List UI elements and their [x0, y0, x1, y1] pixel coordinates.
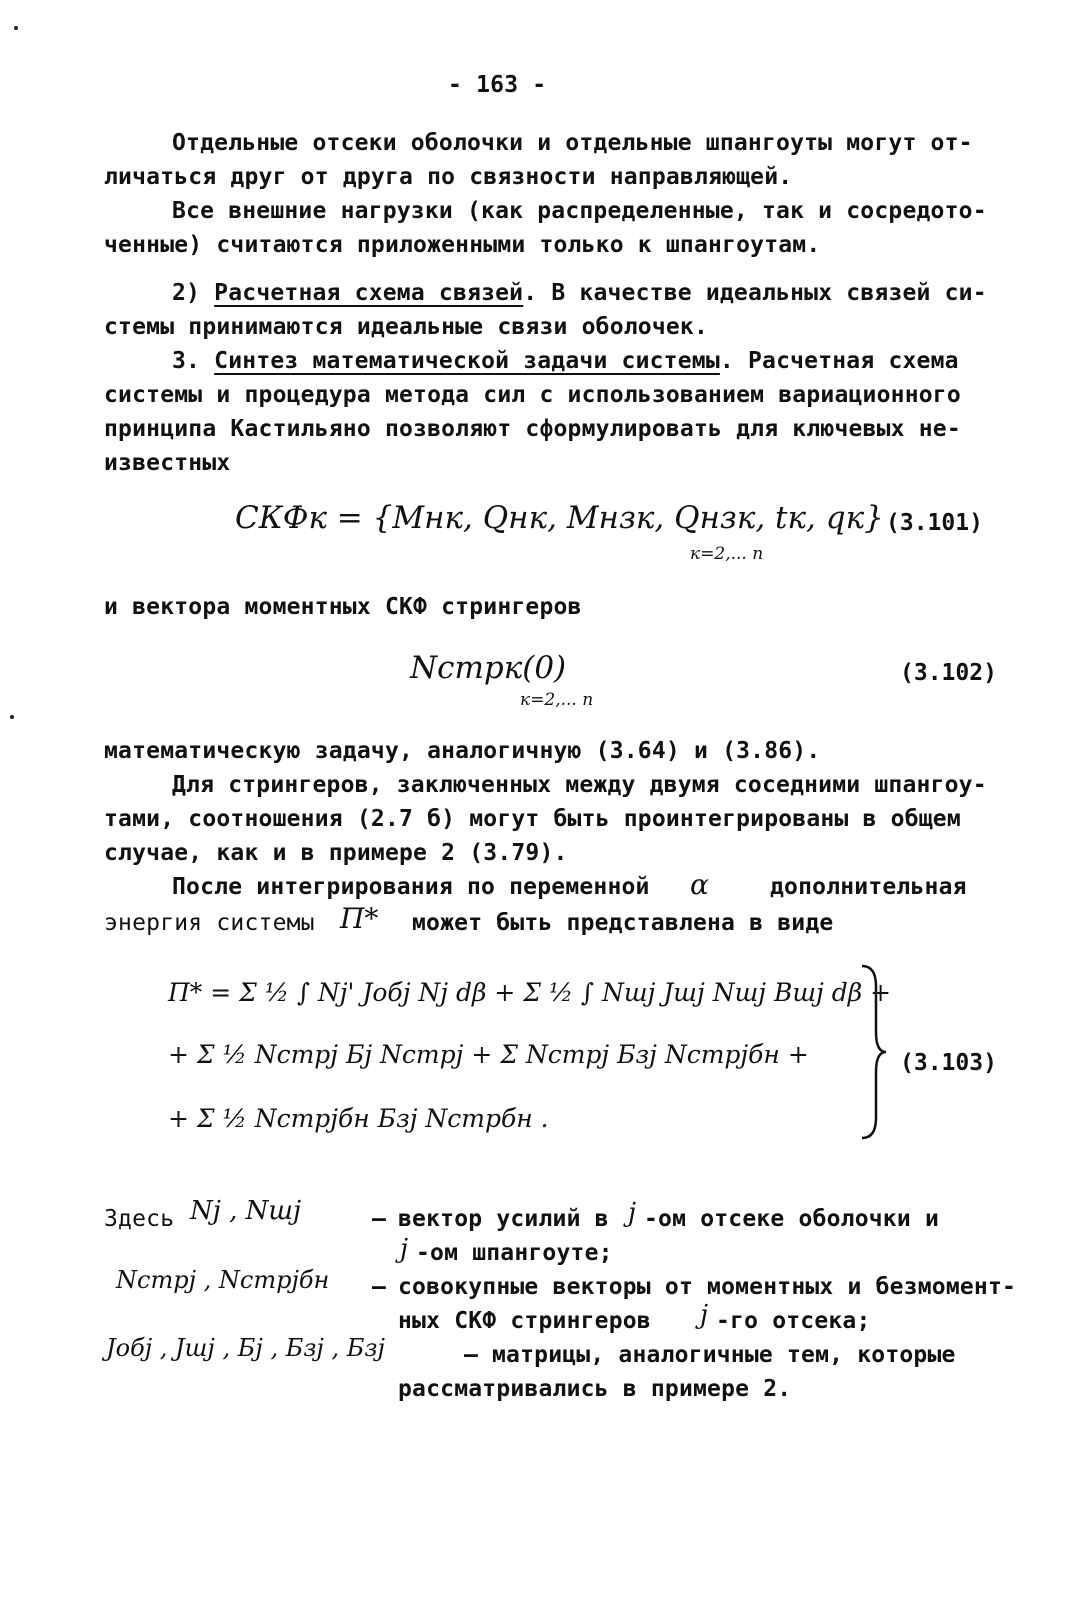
definition-1-symbols: Nj , Nшj	[190, 1196, 302, 1226]
page-number: - 163 -	[448, 72, 547, 98]
equation-3-101-subscript: к=2,... n	[690, 544, 764, 564]
item-number: 2)	[172, 280, 201, 306]
definition-1-text-2: -ом отсеке оболочки и	[644, 1206, 939, 1232]
equation-3-102-subscript: к=2,... n	[520, 690, 594, 710]
equation-3-101: СКФк = {Mнк, Qнк, Mнзк, Qнзк, tк, qк}	[235, 500, 884, 536]
equation-3-102: Nстрк(0)	[410, 650, 567, 686]
definition-3-dash: –	[464, 1342, 479, 1368]
text-line: Все внешние нагрузки (как распределенные, так и сосредото-	[172, 198, 987, 224]
text-line	[172, 280, 987, 306]
section-heading: Синтез математической задачи системы	[214, 348, 720, 374]
text-span: . Расчетная схема	[719, 348, 959, 374]
text-line: Отдельные отсеки оболочки и отдельные шпангоуты могут от-	[172, 130, 973, 156]
definition-1-cont: -ом шпангоуте;	[416, 1240, 613, 1266]
equation-number-3-103: (3.103)	[900, 1050, 997, 1076]
inline-alpha: α	[690, 868, 709, 901]
equation-3-103-line-1: П* = Σ ½ ∫ Nj' Jобj Nj dβ + Σ ½ ∫ Nшj Jшj Nшj Вшj dβ +	[168, 978, 892, 1007]
item-number: 3.	[172, 348, 201, 374]
equation-3-103-line-2: + Σ ½ Nстрj Бj Nстрj + Σ Nстрj Бзj Nстрjбн +	[168, 1040, 809, 1069]
text-span: . В качестве идеальных связей си-	[523, 280, 987, 306]
text-line: личаться друг от друга по связности направляющей.	[104, 164, 793, 190]
text-line: тами, соотношения (2.7 б) могут быть проинтегрированы в общем	[104, 806, 961, 832]
text-line: случае, как и в примере 2 (3.79).	[104, 840, 568, 866]
text-span: дополнительная	[770, 874, 967, 900]
definition-1-cont-j: j	[400, 1234, 409, 1264]
text-line	[172, 348, 959, 374]
definition-1-text: вектор усилий в	[398, 1206, 609, 1232]
text-line: Для стрингеров, заключенных между двумя соседними шпангоу-	[172, 772, 987, 798]
equation-3-103-line-3: + Σ ½ Nстрjбн Бзj Nстрбн .	[168, 1104, 549, 1133]
definition-2-dash: –	[372, 1274, 387, 1300]
text-span: может быть представлена в виде	[412, 910, 834, 936]
definition-2-cont-b: -го отсека;	[716, 1308, 871, 1334]
right-brace	[858, 962, 888, 1142]
definition-2-symbols: Nстрj , Nстрjбн	[116, 1266, 330, 1294]
definition-3-text: матрицы, аналогичные тем, которые	[492, 1342, 956, 1368]
text-span: энергия системы	[104, 910, 315, 936]
definitions-prefix: Здесь	[104, 1206, 175, 1232]
definition-1-dash: –	[372, 1206, 387, 1232]
equation-number-3-101: (3.101)	[886, 510, 983, 536]
definition-3-symbols: Jобj , Jшj , Бj , Бзj , Бзj	[106, 1334, 385, 1362]
inline-energy-symbol: П*	[340, 902, 379, 935]
text-line: ченные) считаются приложенными только к шпангоутам.	[104, 232, 821, 258]
text-line: принципа Кастильяно позволяют сформулировать для ключевых не-	[104, 416, 961, 442]
text-line: известных	[104, 450, 231, 476]
text-span: После интегрирования по переменной	[172, 874, 650, 900]
text-line: стемы принимаются идеальные связи оболочек.	[104, 314, 709, 340]
text-line: математическую задачу, аналогичную (3.64) и (3.86).	[104, 738, 821, 764]
scan-speck	[14, 26, 18, 30]
text-line: и вектора моментных СКФ стрингеров	[104, 594, 582, 620]
definition-2-j: j	[700, 1300, 709, 1330]
text-line: системы и процедура метода сил с использованием вариационного	[104, 382, 961, 408]
definition-1-j: j	[628, 1198, 637, 1228]
definition-2-text: совокупные векторы от моментных и безмомент-	[398, 1274, 1017, 1300]
scan-speck	[10, 715, 14, 719]
equation-number-3-102: (3.102)	[900, 660, 997, 686]
text-line	[172, 874, 650, 900]
definition-2-cont-a: ных СКФ стрингеров	[398, 1308, 651, 1334]
definition-3-cont: рассматривались в примере 2.	[398, 1376, 792, 1402]
section-heading: Расчетная схема связей	[214, 280, 524, 306]
